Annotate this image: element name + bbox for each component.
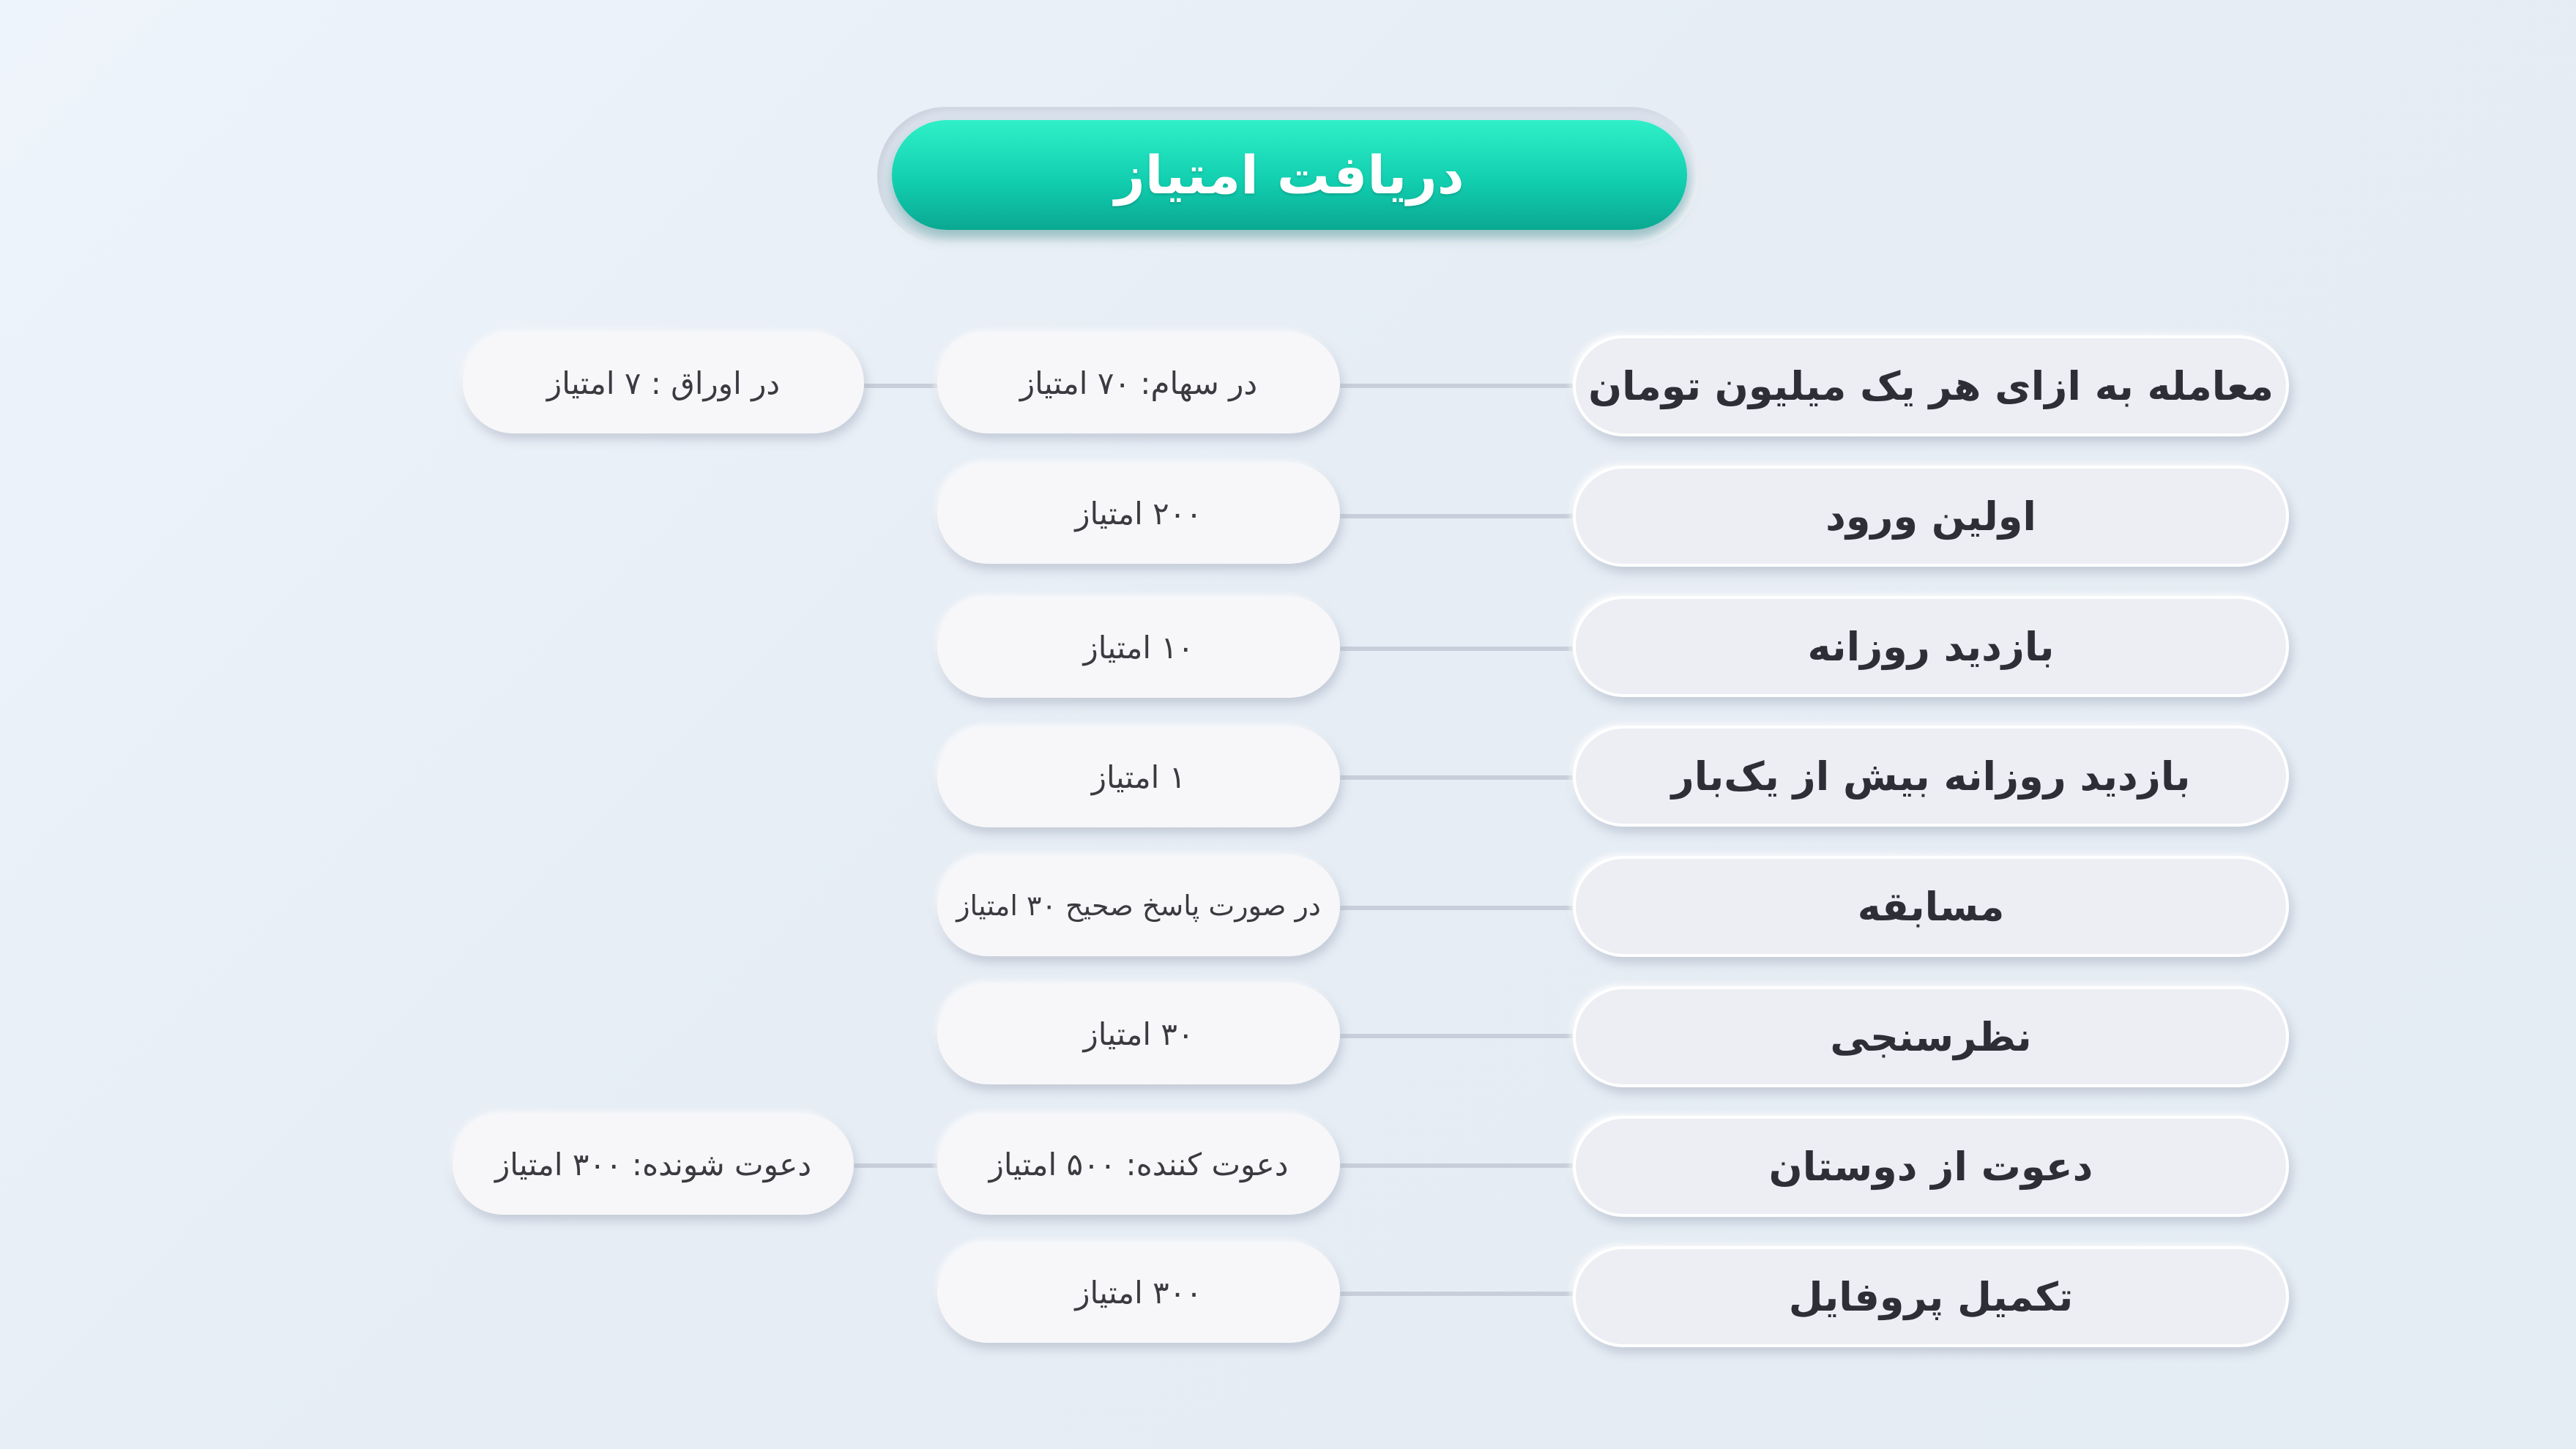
points-invitee: دعوت شونده: ۳۰۰ امتیاز: [453, 1114, 854, 1215]
category-daily-visit-repeat: بازدید روزانه بیش از یک‌بار: [1573, 726, 2289, 827]
category-daily-visit: بازدید روزانه: [1573, 596, 2289, 697]
category-survey: نظرسنجی: [1573, 986, 2289, 1087]
points-trade-stocks: در سهام: ۷۰ امتیاز: [937, 332, 1340, 433]
points-first-login: ۲۰۰ امتیاز: [937, 463, 1340, 564]
points-inviter: دعوت کننده: ۵۰۰ امتیاز: [937, 1114, 1340, 1215]
points-contest: در صورت پاسخ صحیح ۳۰ امتیاز: [937, 855, 1340, 956]
category-complete-profile: تکمیل پروفایل: [1573, 1246, 2289, 1347]
category-contest: مسابقه: [1573, 856, 2289, 957]
points-trade-bonds: در اوراق : ۷ امتیاز: [463, 332, 864, 433]
points-survey: ۳۰ امتیاز: [937, 983, 1340, 1084]
category-trade: معامله به ازای هر یک میلیون تومان: [1573, 335, 2289, 436]
points-daily-visit: ۱۰ امتیاز: [937, 597, 1340, 698]
category-first-login: اولین ورود: [1573, 466, 2289, 567]
category-invite-friends: دعوت از دوستان: [1573, 1116, 2289, 1217]
points-complete-profile: ۳۰۰ امتیاز: [937, 1242, 1340, 1343]
page-title: دریافت امتیاز: [1114, 144, 1464, 206]
points-daily-visit-repeat: ۱ امتیاز: [937, 726, 1340, 827]
title-pill: [892, 120, 1687, 230]
